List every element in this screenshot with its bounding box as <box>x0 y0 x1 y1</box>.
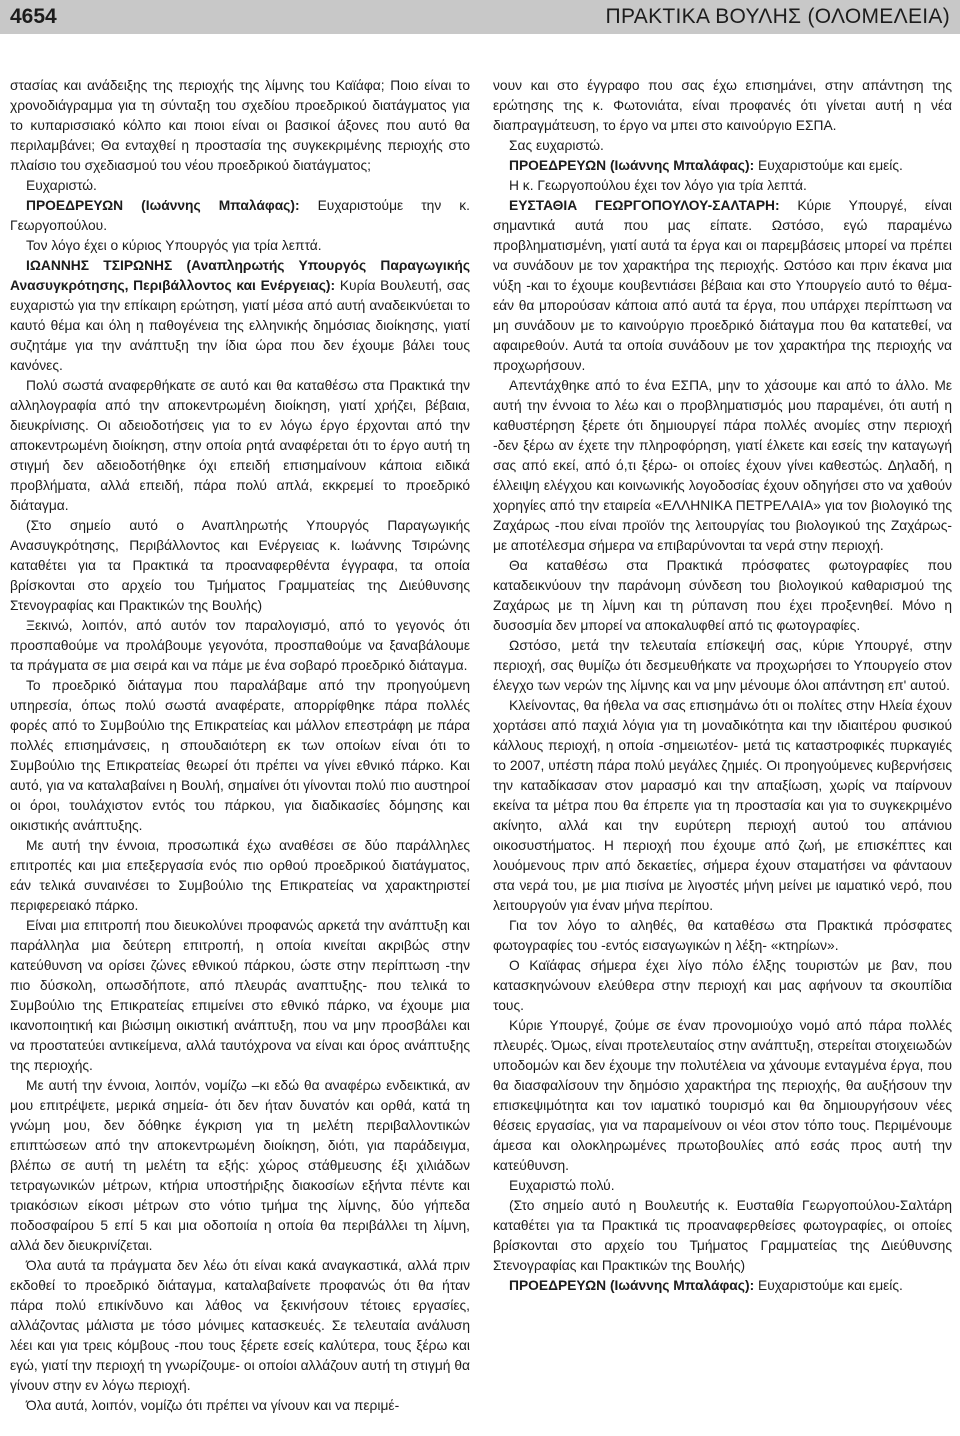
paragraph: Για τον λόγο το αληθές, θα καταθέσω στα Πρακτικά πρόσφατες φωτογραφίες του -εντός εισαγωγικών η λέξη- «κτηρίων». <box>493 918 952 953</box>
paragraph: Όλα αυτά τα πράγματα δεν λέω ότι είναι κακά αναγκαστικά, αλλά πριν εκδοθεί το προεδρικό διάταγμα, καταλαβαίνετε προφανώς ότι θα ήταν πάρα πολύ επικίνδυνο και λάθος να ξεκινήσουν τέτοιες εργασίες, αλλάζοντας μάλιστα με τόσο μόνιμες κατασκευές. Σε τελευταία ανάλυση λέει και για τρεις κόμβους -που τους ξέρετε εσείς καλύτερα, τους ξέρω και εγώ, γιατί την περιοχή τη γνωρίζουμε- οι οποίοι αλλάζουν αυτή τη στιγμή θα γίνουν στην εν λόγω περιοχή. <box>10 1258 470 1393</box>
paragraph: Ευχαριστώ πολύ. <box>509 1178 615 1193</box>
speaker-name: ΙΩΑΝΝΗΣ ΤΣΙΡΩΝΗΣ (Αναπληρωτής Υπουργός Παραγωγικής Ανασυγκρότησης, Περιβάλλοντος και Ενέργειας): <box>10 258 470 293</box>
paragraph: Απεντάχθηκε από το ένα ΕΣΠΑ, μην το χάσουμε και από το άλλο. Με αυτή την έννοια το λέω και ο προβληματισμός μου παραμένει, ότι αυτή η καθυστέρηση ξέρετε ότι δημιουργεί πάρα πολλές ανομίες στην περιοχή -δεν ξέρω αν έχετε την πληροφόρηση, γιατί έλκετε και εσείς την καταγωγή σας από εκεί, από ό,τι ξέρω- οι οποίες έχουν γίνει καθεστώς. Δηλαδή, η έλλειψη ελέγχου και κοινωνικής λογοδοσίας έχουν οδηγήσει στο να χαθούν χορηγίες από την εταιρεία «ΕΛΛΗΝΙΚΑ ΠΕΤΡΕΛΑΙΑ» για τον βιολογικό της Ζαχάρως -που είναι προϊόν της λειτουργίας του βιολογικού της Ζαχάρως- με αποτέλεσμα σήμερα να επιβαρύνονται τα νερά στην περιοχή. <box>493 378 952 553</box>
speaker-paragraph <box>493 1276 952 1296</box>
paragraph: Ξεκινώ, λοιπόν, από αυτόν τον παραλογισμό, από το γεγονός ότι προσπαθούμε να προλάβουμε γεγονότα, προσπαθούμε να ξαναβάλουμε τα πράγματα σε μια σειρά και να πάμε με ένα σοβαρό προεδρικό διάταγμα. <box>10 618 470 673</box>
paragraph: Ευχαριστώ. <box>26 178 97 193</box>
speech-text: Κυρία Βουλευτή, σας ευχαριστώ για την επίκαιρη ερώτηση, γιατί μέσα από αυτή αναδεικνύεται το καυτό θέμα και όλη η παθογένεια της ελληνικής δημόσιας διοίκησης, γιατί συζητάμε για την ανάπτυξη την ίδια ώρα που δεν έχουμε βάλει τους κανόνες. <box>10 278 470 373</box>
paragraph: Ωστόσο, μετά την τελευταία επίσκεψή σας, κύριε Υπουργέ, στην περιοχή, σας θυμίζω ότι δεσμευθήκατε να προχωρήσει το Υπουργείο στον έλεγχο των νερών της λίμνης και να μην μένουμε όλοι απάντηση επ' αυτού. <box>493 638 952 693</box>
speaker-paragraph <box>493 156 952 176</box>
speech-text: Ευχαριστούμε και εμείς. <box>754 1278 903 1293</box>
page-header <box>0 0 960 34</box>
speaker-name: ΕΥΣΤΑΘΙΑ ΓΕΩΡΓΟΠΟΥΛΟΥ-ΣΑΛΤΑΡΗ: <box>509 198 780 213</box>
paragraph: Με αυτή την έννοια, προσωπικά έχω αναθέσει σε δύο παράλληλες επιτροπές και μια επεξεργασία ενός πιο ορθού προεδρικού διατάγματος, εάν τελικά συναινέσει το Συμβούλιο της Επικρατείας να χαρακτηριστεί περιφερειακό πάρκο. <box>10 838 470 913</box>
speaker-name: ΠΡΟΕΔΡΕΥΩΝ (Ιωάννης Μπαλάφας): <box>509 158 755 173</box>
speech-text: Ευχαριστούμε την κ. Γεωργοπούλου. <box>10 198 470 233</box>
speaker-paragraph <box>10 196 470 236</box>
publication-title: ΠΡΑΚΤΙΚΑ ΒΟΥΛΗΣ (ΟΛΟΜΕΛΕΙΑ) <box>605 5 950 28</box>
right-column <box>493 76 952 1432</box>
paragraph: Είναι μια επιτροπή που διευκολύνει προφανώς αρκετά την ανάπτυξη και παράλληλα μια δεύτερη επιτροπή, η οποία κινείται ακριβώς στην κατεύθυνση να ορίσει ζώνες εθνικού πάρκου, ώστε στην περίπτωση -την πιο δύσκολη, οπωσδήποτε, από πλευράς αναπτυξης- που τελικά το Συμβούλιο της Επικρατείας επιμείνει στο εθνικό πάρκο, να έχουμε μια ικανοποιητική και βιώσιμη οικιστική ανάπτυξη, που να μην προσβάλει και να προστατεύει αντικείμενα, αλλά ταυτόχρονα να είναι και όρος ανάπτυξης της περιοχής. <box>10 918 470 1073</box>
speech-text: Κύριε Υπουργέ, είναι σημαντικά αυτά που μας είπατε. Ωστόσο, εγώ παραμένω προβληματισμένη, γιατί αυτά τα έργα και οι παρεμβάσεις μπορεί να πρέπει να συνάδουν με τον χαρακτήρα της περιοχής. Ωστόσο και πριν έκανα μια νύξη -και το έχουμε κουβεντιάσει βέβαια και στο Υπουργείο αυτό το θέμα- εάν θα μπορούσαν κάποια από αυτά τα έργα, που υπάρχει περίπτωση να μη συνάδουν με το καινούργιο προεδρικό διάταγμα που θα κατατεθεί, να αφαιρεθούν. Αυτά τα οποία συνάδουν με τον χαρακτήρα της περιοχής να προχωρήσουν. <box>493 198 952 373</box>
paragraph: Τον λόγο έχει ο κύριος Υπουργός για τρία λεπτά. <box>26 238 322 253</box>
paragraph: Το προεδρικό διάταγμα που παραλάβαμε από την προηγούμενη υπηρεσία, όπως πολύ σωστά αναφέρατε, απορρίφθηκε πάρα πολλές φορές από το Συμβούλιο της Επικρατείας και μάλλον επεστράφη με πάρα πολλές επισημάνσεις, η σπουδαιότερη εκ των οποίων είναι ότι το Συμβούλιο της Επικρατείας θεωρεί ότι πρέπει να γίνει εθνικό πάρκο. Και αυτό, για να καταλαβαίνει η Βουλή, σημαίνει ότι γίνονται πολύ πιο αυστηροί οι όροι, τουλάχιστον εντός του πάρκου, για διαδικασίες δόμησης και οικιστικής ανάπτυξης. <box>10 678 470 833</box>
paragraph: Με αυτή την έννοια, λοιπόν, νομίζω –κι εδώ θα αναφέρω ενδεικτικά, αν μου επιτρέψετε, μερικά σημεία- ότι δεν ήταν δυνατόν και ορθά, κατά τη γνώμη μου, δεν δόθηκε έγκριση για τη μελέτη περιβαλλοντικών επιπτώσεων από την αποκεντρωμένη διοίκηση, διότι, για παράδειγμα, βλέπω σε αυτή τη μελέτη τα εξής: χώρος στάθμευσης έξι χιλιάδων τετραγωνικών μέτρων, κτήρια υποστήριξης διακοσίων εξήντα πέντε και τριακόσιων είκοσι μέτρων στο νότιο τμήμα της λίμνης, δύο γήπεδα ποδοσφαίρου 5 επί 5 και μια οδοποιία η οποία θα περιβάλλει τη λίμνη, αλλά δεν διευκρινίζεται. <box>10 1078 470 1253</box>
paragraph: Κλείνοντας, θα ήθελα να σας επισημάνω ότι οι πολίτες στην Ηλεία έχουν χορτάσει από παχιά λόγια για τη μοναδικότητα και την ιδιαιτέρου φυσικού κάλλους περιοχή, η οποία -σημειωτέον- μετά τις καταστροφικές πυρκαγιές το 2007, υπέστη πάρα πολύ μεγάλες ζημιές. Οι προηγούμενες κυβερνήσεις την καταδίκασαν στον μαρασμό και την απαξίωση, χωρίς να παίρνουν εκείνα τα μέτρα που θα έπρεπε για τη προστασία και για το συγκεκριμένο ακίνητο, αλλά και την ευρύτερη περιοχή αυτού του απάνιου οικοσυστήματος. Η περιοχή που έχουμε από ζωή, με επισκέπτες και λουόμενους πριν από δεκαετίες, σήμερα έχουν σταματήσει να φάνταουν στα νερά του, με μια πισίνα με λιγοστές μήνη μείνει με ιαματικό νερό, που λειτουργούν για έναν μήνα περίπου. <box>493 698 952 913</box>
paragraph: (Στο σημείο αυτό η Βουλευτής κ. Ευσταθία Γεωργοπούλου-Σαλτάρη καταθέτει για τα Πρακτικά τις προαναφερθείσες φωτογραφίες, οι οποίες βρίσκονται στο αρχείο του Τμήματος Γραμματείας της Διεύθυνσης Στενογραφίας και Πρακτικών της Βουλής) <box>493 1198 952 1273</box>
paragraph: Όλα αυτά, λοιπόν, νομίζω ότι πρέπει να γίνουν και να περιμέ- <box>26 1398 400 1413</box>
paragraph: (Στο σημείο αυτό ο Αναπληρωτής Υπουργός Παραγωγικής Ανασυγκρότησης, Περιβάλλοντος και Ενέργειας κ. Ιωάννης Τσιρώνης καταθέτει για τα Πρακτικά τα προαναφερθέντα έγγραφα, τα οποία βρίσκονται στο αρχείο του Τμήματος Γραμματείας της Διεύθυνσης Στενογραφίας και Πρακτικών της Βουλής) <box>10 518 470 613</box>
speaker-name: ΠΡΟΕΔΡΕΥΩΝ (Ιωάννης Μπαλάφας): <box>509 1278 755 1293</box>
paragraph: Κύριε Υπουργέ, ζούμε σε έναν προνομιούχο νομό από πάρα πολλές πλευρές. Όμως, είναι προτελευταίος στην ανάπτυξη, στερείται στοιχειωδών υποδομών και δεν έχουμε την πολυτέλεια να χάνουμε ενταγμένα έργα, που θα διασφαλίσουν την δημόσιο χαρακτήρα της περιοχής, θα αυξήσουν την επισκεψιμότητα και τον ιαματικό τουρισμό και θα δημιουργήσουν νέες θέσεις εργασίας, για να παραμείνουν οι νέοι στον τόπο τους. Περιμένουμε άμεσα και ολοκληρωμένες πρωτοβουλίες από εσάς προς αυτή την κατεύθυνση. <box>493 1018 952 1173</box>
page-number: 4654 <box>10 5 57 28</box>
speech-text: Ευχαριστούμε και εμείς. <box>754 158 903 173</box>
left-column <box>10 76 470 1432</box>
paragraph: νουν και στο έγγραφο που σας έχω επισημάνει, στην απάντηση της ερώτησης της κ. Φωτονιάτα, είναι προφανές ότι γίνεται αυτή η νέα διαπραγμάτευση, το έργο να μπει στο καινούργιο ΕΣΠΑ. <box>493 78 952 133</box>
speaker-paragraph <box>493 196 952 376</box>
paragraph: Θα καταθέσω στα Πρακτικά πρόσφατες φωτογραφίες που καταδεικνύουν την παράνομη σύνδεση του βιολογικού καθαρισμού της Ζαχάρως με τη λίμνη και τη ρύπανση που έχει προξενηθεί. Μόνο η δυσοσμία δεν μπορεί να αποκαλυφθεί από τις φωτογραφίες. <box>493 558 952 633</box>
paragraph: Πολύ σωστά αναφερθήκατε σε αυτό και θα καταθέσω στα Πρακτικά την αλληλογραφία από την αποκεντρωμένη διοίκηση, γιατί χρήζει, βέβαια, διευκρίνισης. Οι αδειοδοτήσεις για το εν λόγω έργο έρχονται από την αποκεντρωμένη διοίκηση, στην οποία ρητά αναφέρεται ότι το έργο αυτή τη στιγμή δεν αδειοδοτήθηκε όχι επειδή επισημαίνουν κάποια ειδικά προβλήματα, αλλά επειδή, πάρα πολύ απλά, εκκρεμεί το προεδρικό διάταγμα. <box>10 378 470 513</box>
paragraph: Ο Καϊάφας σήμερα έχει λίγο πόλο έλξης τουριστών με βαν, που κατασκηνώνουν ελεύθερα στην περιοχή και μας αφήνουν τα σκουπίδια τους. <box>493 958 952 1013</box>
paragraph: Η κ. Γεωργοπούλου έχει τον λόγο για τρία λεπτά. <box>509 178 807 193</box>
speaker-name: ΠΡΟΕΔΡΕΥΩΝ (Ιωάννης Μπαλάφας): <box>26 198 300 213</box>
speaker-paragraph <box>10 256 470 376</box>
paragraph: Σας ευχαριστώ. <box>509 138 604 153</box>
paragraph: στασίας και ανάδειξης της περιοχής της λίμνης του Καϊάφα; Ποιο είναι το χρονοδιάγραμμα για τη σύνταξη του σχεδίου προεδρικού διατάγματος για το κυπαρισσιακό κόλπο και ποιοι είναι οι βασικοί άξονες που αυτό θα περιλαμβάνει; Θα ενταχθεί η προστασία της συγκεκριμένης περιοχής στο πλαίσιο του σχεδιασμού του νέου προεδρικού διατάγματος; <box>10 78 470 173</box>
